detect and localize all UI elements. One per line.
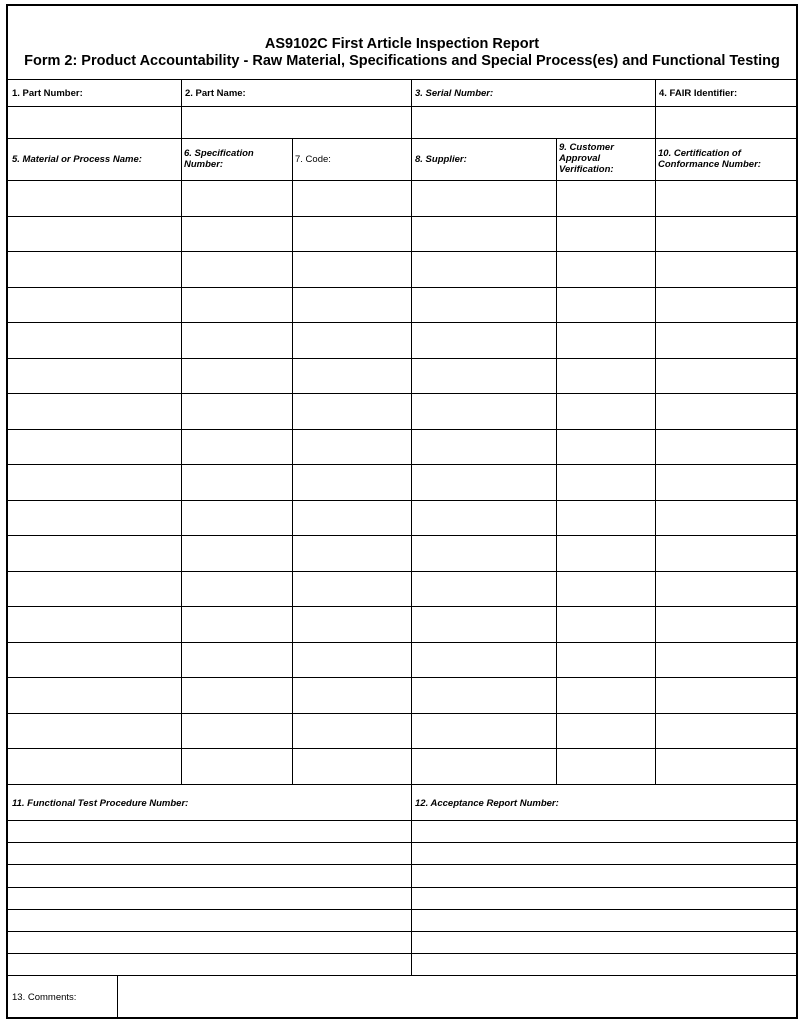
supplier-cell[interactable] [412,394,556,429]
customer-approval-cell[interactable] [557,252,655,287]
spec-number-header-line1: 6. Specification [184,148,254,159]
col-rule-1 [181,79,182,784]
functional-test-cell[interactable] [9,910,411,931]
customer-approval-cell[interactable] [557,572,655,607]
customer-approval-line2: Approval [559,153,601,164]
customer-approval-cell[interactable] [557,394,655,429]
coc-cell[interactable] [656,359,796,394]
material-name-cell[interactable] [9,181,181,216]
testing-divider [411,784,412,975]
code-cell[interactable] [293,323,411,358]
rule-table-bottom [8,784,796,785]
customer-approval-cell[interactable] [557,714,655,749]
material-name-cell[interactable] [9,288,181,323]
spec-number-cell[interactable] [182,749,292,784]
coc-header-line1: 10. Certification of [658,148,741,159]
form-title: AS9102C First Article Inspection Report [264,36,540,52]
material-name-cell[interactable] [9,501,181,536]
material-name-cell[interactable] [9,607,181,642]
code-cell[interactable] [293,288,411,323]
code-cell[interactable] [293,501,411,536]
customer-approval-cell[interactable] [557,501,655,536]
code-cell[interactable] [293,749,411,784]
customer-approval-cell[interactable] [557,465,655,500]
customer-approval-cell[interactable] [557,288,655,323]
acceptance-report-label: 12. Acceptance Report Number: [415,798,559,809]
customer-approval-cell[interactable] [557,359,655,394]
acceptance-report-cell[interactable] [412,954,796,975]
part-number-field[interactable] [9,107,181,138]
supplier-cell[interactable] [412,643,556,678]
functional-test-cell[interactable] [9,932,411,953]
code-cell[interactable] [293,536,411,571]
coc-cell[interactable] [656,643,796,678]
spec-number-cell[interactable] [182,465,292,500]
col-rule-4 [556,138,557,784]
customer-approval-header [559,142,614,175]
customer-approval-cell[interactable] [557,643,655,678]
coc-cell[interactable] [656,394,796,429]
comments-label: 13. Comments: [12,992,77,1003]
functional-test-cell[interactable] [9,821,411,842]
supplier-cell[interactable] [412,572,556,607]
functional-test-cell[interactable] [9,954,411,975]
functional-test-cell[interactable] [9,888,411,909]
spec-number-header [184,148,254,170]
supplier-cell[interactable] [412,323,556,358]
code-cell[interactable] [293,252,411,287]
acceptance-report-cell[interactable] [412,843,796,864]
spec-number-cell[interactable] [182,323,292,358]
code-cell[interactable] [293,217,411,252]
customer-approval-cell[interactable] [557,678,655,713]
material-name-cell[interactable] [9,465,181,500]
part-name-field[interactable] [182,107,411,138]
code-cell[interactable] [293,678,411,713]
material-name-cell[interactable] [9,678,181,713]
material-name-header: 5. Material or Process Name: [12,154,142,165]
spec-number-cell[interactable] [182,430,292,465]
coc-cell[interactable] [656,678,796,713]
material-name-cell[interactable] [9,536,181,571]
functional-test-cell[interactable] [9,865,411,886]
fair-identifier-field[interactable] [656,107,796,138]
spec-number-header-line2: Number: [184,159,224,170]
material-name-cell[interactable] [9,323,181,358]
code-cell[interactable] [293,359,411,394]
customer-approval-cell[interactable] [557,323,655,358]
code-cell[interactable] [293,181,411,216]
supplier-cell[interactable] [412,607,556,642]
code-cell[interactable] [293,607,411,642]
acceptance-report-cell[interactable] [412,888,796,909]
material-name-cell[interactable] [9,252,181,287]
customer-approval-cell[interactable] [557,749,655,784]
coc-cell[interactable] [656,217,796,252]
spec-number-cell[interactable] [182,501,292,536]
material-name-cell[interactable] [9,394,181,429]
supplier-cell[interactable] [412,217,556,252]
supplier-cell[interactable] [412,465,556,500]
material-name-cell[interactable] [9,714,181,749]
supplier-cell[interactable] [412,430,556,465]
acceptance-report-cell[interactable] [412,821,796,842]
supplier-cell[interactable] [412,714,556,749]
supplier-cell[interactable] [412,359,556,394]
spec-number-cell[interactable] [182,714,292,749]
coc-cell[interactable] [656,607,796,642]
spec-number-cell[interactable] [182,394,292,429]
supplier-cell[interactable] [412,501,556,536]
supplier-cell[interactable] [412,749,556,784]
code-cell[interactable] [293,430,411,465]
spec-number-cell[interactable] [182,678,292,713]
coc-cell[interactable] [656,714,796,749]
col-rule-5 [655,79,656,784]
code-cell[interactable] [293,394,411,429]
spec-number-cell[interactable] [182,288,292,323]
code-cell[interactable] [293,643,411,678]
coc-cell[interactable] [656,323,796,358]
spec-number-cell[interactable] [182,607,292,642]
functional-test-cell[interactable] [9,843,411,864]
customer-approval-line3: Verification: [559,164,614,175]
material-name-cell[interactable] [9,359,181,394]
coc-cell[interactable] [656,181,796,216]
acceptance-report-cell[interactable] [412,865,796,886]
coc-cell[interactable] [656,430,796,465]
code-cell[interactable] [293,465,411,500]
spec-number-cell[interactable] [182,536,292,571]
coc-cell[interactable] [656,536,796,571]
customer-approval-cell[interactable] [557,607,655,642]
supplier-cell[interactable] [412,181,556,216]
material-name-cell[interactable] [9,217,181,252]
spec-number-cell[interactable] [182,181,292,216]
customer-approval-cell[interactable] [557,430,655,465]
material-name-cell[interactable] [9,749,181,784]
part-number-label: 1. Part Number: [12,88,83,99]
coc-cell[interactable] [656,501,796,536]
serial-number-field[interactable] [412,107,655,138]
material-name-cell[interactable] [9,430,181,465]
spec-number-cell[interactable] [182,217,292,252]
col-rule-3 [411,79,412,784]
fair-identifier-label: 4. FAIR Identifier: [659,88,738,99]
coc-header-line2: Conformance Number: [658,159,761,170]
comments-field[interactable] [118,976,796,1017]
serial-number-label: 3. Serial Number: [415,88,494,99]
functional-test-label: 11. Functional Test Procedure Number: [12,798,189,809]
customer-approval-cell[interactable] [557,217,655,252]
acceptance-report-cell[interactable] [412,932,796,953]
code-cell[interactable] [293,714,411,749]
supplier-header: 8. Supplier: [415,154,467,165]
customer-approval-line1: 9. Customer [559,142,614,153]
coc-cell[interactable] [656,572,796,607]
coc-cell[interactable] [656,252,796,287]
coc-cell[interactable] [656,465,796,500]
coc-header [658,148,761,170]
spec-number-cell[interactable] [182,252,292,287]
material-name-cell[interactable] [9,643,181,678]
spec-number-cell[interactable] [182,643,292,678]
supplier-cell[interactable] [412,678,556,713]
form-frame [6,4,798,1019]
rule-under-header-values [8,138,796,139]
code-header: 7. Code: [295,154,331,165]
acceptance-report-cell[interactable] [412,910,796,931]
code-cell[interactable] [293,572,411,607]
customer-approval-cell[interactable] [557,536,655,571]
supplier-cell[interactable] [412,252,556,287]
spec-number-cell[interactable] [182,572,292,607]
coc-cell[interactable] [656,288,796,323]
supplier-cell[interactable] [412,536,556,571]
coc-cell[interactable] [656,749,796,784]
material-name-cell[interactable] [9,572,181,607]
form-subtitle: Form 2: Product Accountability - Raw Material, Specifications and Special Process(es) and Functional Testing [24,53,780,69]
spec-number-cell[interactable] [182,359,292,394]
customer-approval-cell[interactable] [557,181,655,216]
col-rule-2 [292,138,293,784]
rule-under-title [8,79,796,80]
part-name-label: 2. Part Name: [185,88,246,99]
supplier-cell[interactable] [412,288,556,323]
